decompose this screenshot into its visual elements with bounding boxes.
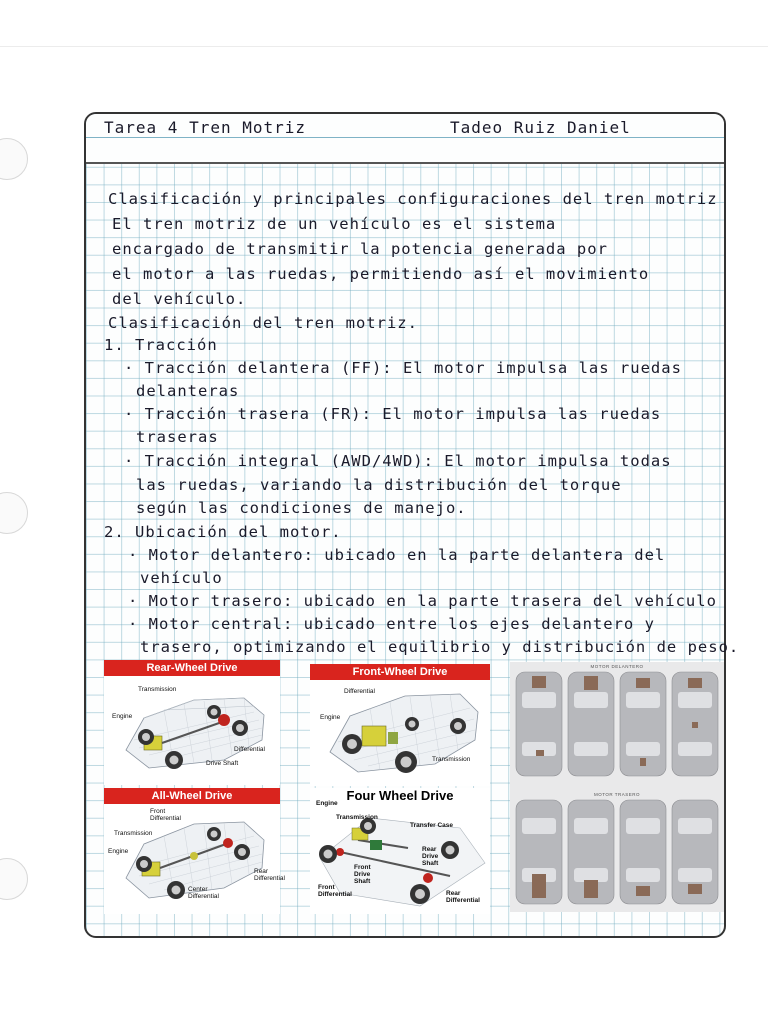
rwd-label: Transmission xyxy=(138,686,177,693)
4wd-figure xyxy=(310,788,490,914)
drivetrain-figures xyxy=(104,660,724,915)
4wd-label: Rear Differential xyxy=(446,890,480,904)
awd-label: Front Differential xyxy=(150,808,181,822)
assignment-title: Tarea 4 Tren Motriz xyxy=(104,118,307,137)
bullet-line: · Motor central: ubicado entre los ejes delantero y xyxy=(128,615,655,633)
text-line: trasero, optimizando el equilibrio y distribución de peso. xyxy=(140,638,740,656)
awd-label: Transmission xyxy=(114,830,153,837)
4wd-label: Front Differential xyxy=(318,884,352,898)
binder-hole xyxy=(0,492,28,534)
fwd-car-drawing xyxy=(310,664,490,786)
fwd-title: Front-Wheel Drive xyxy=(310,664,490,680)
engine-layout-drawings xyxy=(510,662,724,912)
awd-label: Center Differential xyxy=(188,886,219,900)
bullet-line: · Motor delantero: ubicado en la parte delantera del xyxy=(128,546,666,564)
fwd-label: Differential xyxy=(344,688,375,695)
awd-label: Rear Differential xyxy=(254,868,285,882)
text-line: encargado de transmitir la potencia generada por xyxy=(112,240,608,258)
binder-hole xyxy=(0,138,28,180)
layouts-bottom-title: MOTOR TRASERO xyxy=(593,792,641,797)
rwd-label: Differential xyxy=(234,746,265,753)
bullet-line: · Motor trasero: ubicado en la parte trasera del vehículo xyxy=(128,592,717,610)
bullet-line: · Tracción delantera (FF): El motor impulsa las ruedas xyxy=(124,359,682,377)
4wd-label: Transfer Case xyxy=(410,822,453,829)
section-heading: 2. Ubicación del motor. xyxy=(104,523,342,541)
4wd-title: Four Wheel Drive xyxy=(346,788,454,803)
author-name: Tadeo Ruiz Daniel xyxy=(450,118,631,137)
awd-figure xyxy=(104,788,285,914)
fwd-label: Engine xyxy=(320,714,341,721)
rwd-car-drawing xyxy=(104,660,280,785)
bullet-line: · Tracción trasera (FR): El motor impulsa las ruedas xyxy=(124,405,662,423)
binder-hole xyxy=(0,858,28,900)
subheading-line: Clasificación del tren motriz. xyxy=(108,314,418,332)
engine-layouts-panel xyxy=(510,662,724,912)
4wd-label: Front Drive Shaft xyxy=(354,864,371,885)
rwd-label: Drive Shaft xyxy=(206,760,239,767)
page-top-edge xyxy=(0,46,768,47)
rwd-title: Rear-Wheel Drive xyxy=(104,660,280,676)
text-line: las ruedas, variando la distribución del torque xyxy=(136,476,622,494)
rear-engine-layouts xyxy=(516,800,718,904)
awd-label: Engine xyxy=(108,848,129,855)
text-line: delanteras xyxy=(136,382,240,400)
4wd-label: Transmission xyxy=(336,814,378,821)
front-engine-layouts xyxy=(516,672,718,776)
fwd-label: Transmission xyxy=(432,756,471,763)
text-line: El tren motriz de un vehículo es el sistema xyxy=(112,215,557,233)
4wd-label: Engine xyxy=(316,800,338,807)
rwd-figure xyxy=(104,660,280,785)
text-line: el motor a las ruedas, permitiendo así el movimiento xyxy=(112,265,650,283)
fwd-figure xyxy=(310,664,490,786)
bullet-line: · Tracción integral (AWD/4WD): El motor impulsa todas xyxy=(124,452,672,470)
layouts-top-title: MOTOR DELANTERO xyxy=(590,664,644,669)
awd-title: All-Wheel Drive xyxy=(104,788,280,804)
rwd-label: Engine xyxy=(112,713,133,720)
text-line: del vehículo. xyxy=(112,290,247,308)
text-line: según las condiciones de manejo. xyxy=(136,499,467,517)
text-line: traseras xyxy=(136,428,219,446)
text-line: vehículo xyxy=(140,569,223,587)
4wd-label: Rear Drive Shaft xyxy=(422,846,439,867)
heading-line: Clasificación y principales configuraciones del tren motriz xyxy=(108,190,718,208)
section-heading: 1. Tracción xyxy=(104,336,218,354)
